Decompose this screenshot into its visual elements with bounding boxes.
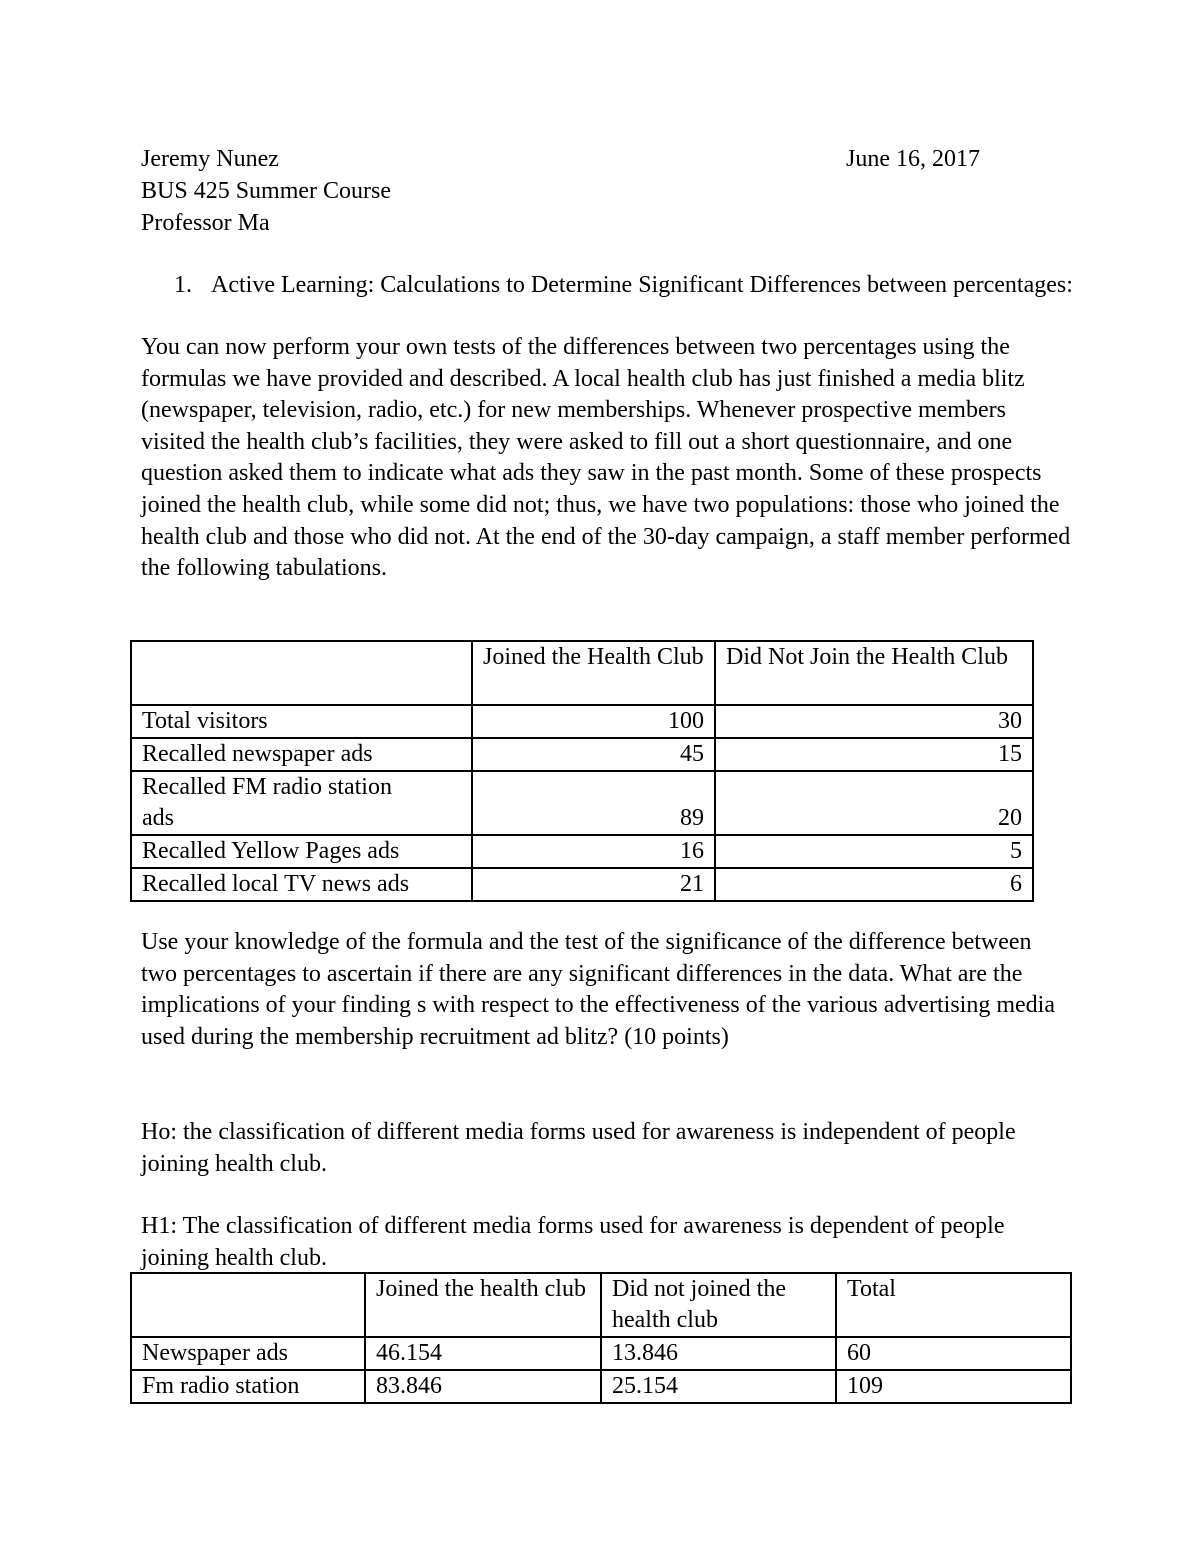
null-hypothesis: Ho: the classification of different media forms used for awareness is independent of people joining health club.	[141, 1119, 1016, 1177]
row-label: Recalled FM radio station ads	[131, 771, 472, 835]
expected-values-table	[130, 1272, 1072, 1404]
header-total: Total	[836, 1273, 1071, 1337]
joined-value: 100	[472, 705, 715, 738]
professor-name: Professor Ma	[141, 210, 270, 236]
table-header-row	[131, 1273, 1071, 1337]
table-header-row	[131, 641, 1033, 705]
table-row	[131, 705, 1033, 738]
row-label: Total visitors	[131, 705, 472, 738]
joined-value: 46.154	[365, 1337, 601, 1370]
row-label: Recalled Yellow Pages ads	[131, 835, 472, 868]
question-body: You can now perform your own tests of the differences between two percentages using the formulas we have provided and described. A local health club has just finished a media blitz (newspaper, television, radio, etc.) for new memberships. Whenever prospective members visited the health club’s facilities, they were asked to fill out a short questionnaire, and one question asked them to indicate what ads they saw in the past month. Some of these prospects joined the health club, while some did not; thus, we have two populations: those who joined the health club and those who did not. At the end of the 30-day campaign, a staff member performed the following tabulations.	[141, 334, 1071, 582]
not-joined-value: 30	[715, 705, 1033, 738]
table-row	[131, 771, 1033, 835]
table-row	[131, 1370, 1071, 1403]
not-joined-value: 20	[715, 771, 1033, 835]
question-prompt: Use your knowledge of the formula and the test of the significance of the difference between two percentages to ascertain if there are any significant differences in the data. What are the implications of your finding s with respect to the effectiveness of the various advertising media used during the membership recruitment ad blitz? (10 points)	[141, 929, 1055, 1050]
header-empty	[131, 1273, 365, 1337]
not-joined-value: 15	[715, 738, 1033, 771]
joined-value: 83.846	[365, 1370, 601, 1403]
total-value: 60	[836, 1337, 1071, 1370]
table-row	[131, 738, 1033, 771]
not-joined-value: 25.154	[601, 1370, 836, 1403]
table-row	[131, 868, 1033, 901]
course-name: BUS 425 Summer Course	[141, 178, 392, 204]
alternative-hypothesis: H1: The classification of different media forms used for awareness is dependent of people joining health club.	[141, 1213, 1005, 1271]
question-number: 1.	[174, 272, 192, 298]
row-label: Recalled local TV news ads	[131, 868, 472, 901]
joined-value: 89	[472, 771, 715, 835]
header-not-joined: Did not joined the health club	[601, 1273, 836, 1337]
not-joined-value: 13.846	[601, 1337, 836, 1370]
header-empty	[131, 641, 472, 705]
document-date: June 16, 2017	[846, 146, 980, 172]
question-title: Active Learning: Calculations to Determine Significant Differences between percentages:	[211, 272, 1073, 298]
row-label: Newspaper ads	[131, 1337, 365, 1370]
joined-value: 16	[472, 835, 715, 868]
joined-value: 45	[472, 738, 715, 771]
row-label: Recalled newspaper ads	[131, 738, 472, 771]
table-row	[131, 835, 1033, 868]
author-name: Jeremy Nunez	[141, 146, 279, 172]
header-joined: Joined the health club	[365, 1273, 601, 1337]
joined-value: 21	[472, 868, 715, 901]
not-joined-value: 6	[715, 868, 1033, 901]
tabulation-table	[130, 640, 1034, 902]
row-label: Fm radio station	[131, 1370, 365, 1403]
not-joined-value: 5	[715, 835, 1033, 868]
total-value: 109	[836, 1370, 1071, 1403]
header-joined: Joined the Health Club	[472, 641, 715, 705]
table-row	[131, 1337, 1071, 1370]
header-not-joined: Did Not Join the Health Club	[715, 641, 1033, 705]
